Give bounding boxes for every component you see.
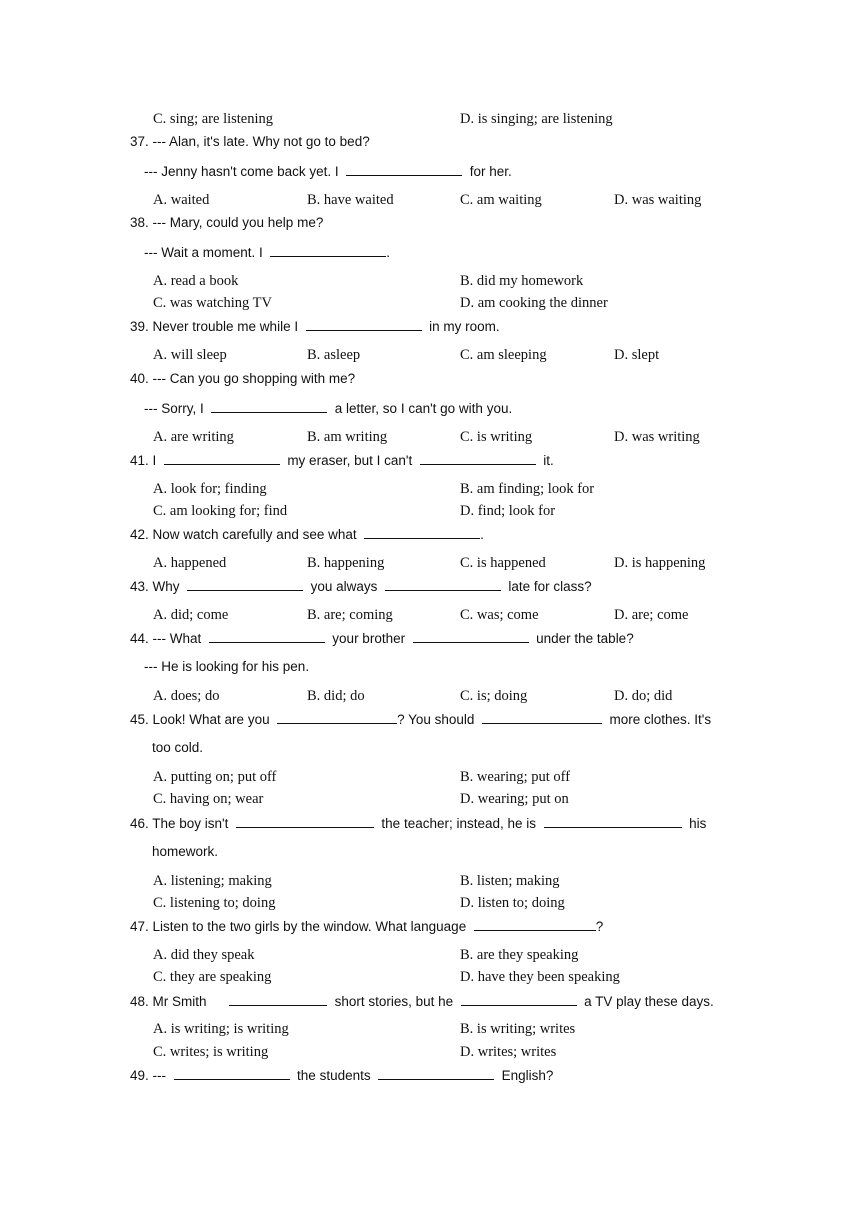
- q43-option-a: A. did; come: [153, 607, 229, 623]
- answer-blank: [461, 992, 577, 1006]
- q37-reply: --- Jenny hasn't come back yet. I for her.: [144, 164, 512, 179]
- answer-blank: [306, 317, 422, 331]
- answer-blank: [378, 1066, 494, 1080]
- q42-prompt: 42. Now watch carefully and see what .: [130, 527, 484, 542]
- answer-blank: [413, 629, 529, 643]
- q45-option-a: A. putting on; put off: [153, 769, 277, 785]
- q46-prompt: 46. The boy isn't the teacher; instead, he is his: [130, 816, 707, 831]
- q37-option-c: C. am waiting: [460, 192, 542, 208]
- q43-option-b: B. are; coming: [307, 607, 393, 623]
- q40-option-b: B. am writing: [307, 429, 388, 445]
- answer-blank: [209, 629, 325, 643]
- answer-blank: [346, 162, 462, 176]
- answer-blank: [236, 814, 374, 828]
- q37-option-d: D. was waiting: [614, 192, 702, 208]
- answer-blank: [211, 399, 327, 413]
- q36-option-c: C. sing; are listening: [153, 111, 274, 127]
- answer-blank: [482, 710, 602, 724]
- q45-prompt: 45. Look! What are you ? You should more clothes. It's: [130, 712, 712, 727]
- q47-option-c: C. they are speaking: [153, 969, 272, 985]
- q36-option-d: D. is singing; are listening: [460, 111, 613, 127]
- q39-option-b: B. asleep: [307, 347, 361, 363]
- q46-option-a: A. listening; making: [153, 873, 272, 889]
- q47-prompt: 47. Listen to the two girls by the window. What language ?: [130, 919, 604, 934]
- q38-option-d: D. am cooking the dinner: [460, 295, 608, 311]
- q47-option-b: B. are they speaking: [460, 947, 579, 963]
- q41-option-b: B. am finding; look for: [460, 481, 595, 497]
- q44-option-b: B. did; do: [307, 688, 365, 704]
- q37-option-b: B. have waited: [307, 192, 394, 208]
- answer-blank: [385, 577, 501, 591]
- q45-option-c: C. having on; wear: [153, 791, 264, 807]
- q41-option-c: C. am looking for; find: [153, 503, 288, 519]
- q42-option-d: D. is happening: [614, 555, 706, 571]
- answer-blank: [164, 451, 280, 465]
- answer-blank: [187, 577, 303, 591]
- q38-option-b: B. did my homework: [460, 273, 584, 289]
- q48-option-c: C. writes; is writing: [153, 1044, 269, 1060]
- q43-option-c: C. was; come: [460, 607, 539, 623]
- q39-option-c: C. am sleeping: [460, 347, 547, 363]
- q47-option-d: D. have they been speaking: [460, 969, 620, 985]
- q48-option-d: D. writes; writes: [460, 1044, 557, 1060]
- q42-option-a: A. happened: [153, 555, 227, 571]
- q39-option-d: D. slept: [614, 347, 660, 363]
- q48-prompt: 48. Mr Smith short stories, but he a TV play these days.: [130, 994, 714, 1009]
- q40-option-c: C. is writing: [460, 429, 533, 445]
- q39-prompt: 39. Never trouble me while I in my room.: [130, 319, 500, 334]
- q37-option-a: A. waited: [153, 192, 210, 208]
- q45-option-b: B. wearing; put off: [460, 769, 571, 785]
- q44-option-c: C. is; doing: [460, 688, 528, 704]
- answer-blank: [277, 710, 397, 724]
- answer-blank: [474, 917, 596, 931]
- q44-reply: --- He is looking for his pen.: [144, 659, 310, 674]
- q37-prompt: 37. --- Alan, it's late. Why not go to bed?: [130, 134, 370, 149]
- q46-option-b: B. listen; making: [460, 873, 560, 889]
- q41-option-d: D. find; look for: [460, 503, 556, 519]
- q45-prompt-continued: too cold.: [152, 740, 204, 755]
- q38-prompt: 38. --- Mary, could you help me?: [130, 215, 324, 230]
- answer-blank: [364, 525, 480, 539]
- q42-option-b: B. happening: [307, 555, 385, 571]
- q40-option-a: A. are writing: [153, 429, 234, 445]
- q44-prompt: 44. --- What your brother under the table?: [130, 631, 634, 646]
- q40-prompt: 40. --- Can you go shopping with me?: [130, 371, 356, 386]
- answer-blank: [229, 992, 327, 1006]
- q45-option-d: D. wearing; put on: [460, 791, 569, 807]
- q47-option-a: A. did they speak: [153, 947, 255, 963]
- q43-prompt: 43. Why you always late for class?: [130, 579, 592, 594]
- q39-option-a: A. will sleep: [153, 347, 227, 363]
- q38-option-a: A. read a book: [153, 273, 239, 289]
- answer-blank: [174, 1066, 290, 1080]
- q40-option-d: D. was writing: [614, 429, 700, 445]
- q46-prompt-continued: homework.: [152, 844, 219, 859]
- q38-reply: --- Wait a moment. I .: [144, 245, 391, 260]
- answer-blank: [544, 814, 682, 828]
- q48-option-b: B. is writing; writes: [460, 1021, 576, 1037]
- q38-option-c: C. was watching TV: [153, 295, 272, 311]
- q41-prompt: 41. I my eraser, but I can't it.: [130, 453, 554, 468]
- q49-prompt: 49. --- the students English?: [130, 1068, 554, 1083]
- q43-option-d: D. are; come: [614, 607, 689, 623]
- q46-option-d: D. listen to; doing: [460, 895, 565, 911]
- q44-option-a: A. does; do: [153, 688, 220, 704]
- q44-option-d: D. do; did: [614, 688, 673, 704]
- q41-option-a: A. look for; finding: [153, 481, 267, 497]
- answer-blank: [420, 451, 536, 465]
- q42-option-c: C. is happened: [460, 555, 546, 571]
- q48-option-a: A. is writing; is writing: [153, 1021, 289, 1037]
- answer-blank: [270, 243, 386, 257]
- q46-option-c: C. listening to; doing: [153, 895, 276, 911]
- q40-reply: --- Sorry, I a letter, so I can't go with you.: [144, 401, 513, 416]
